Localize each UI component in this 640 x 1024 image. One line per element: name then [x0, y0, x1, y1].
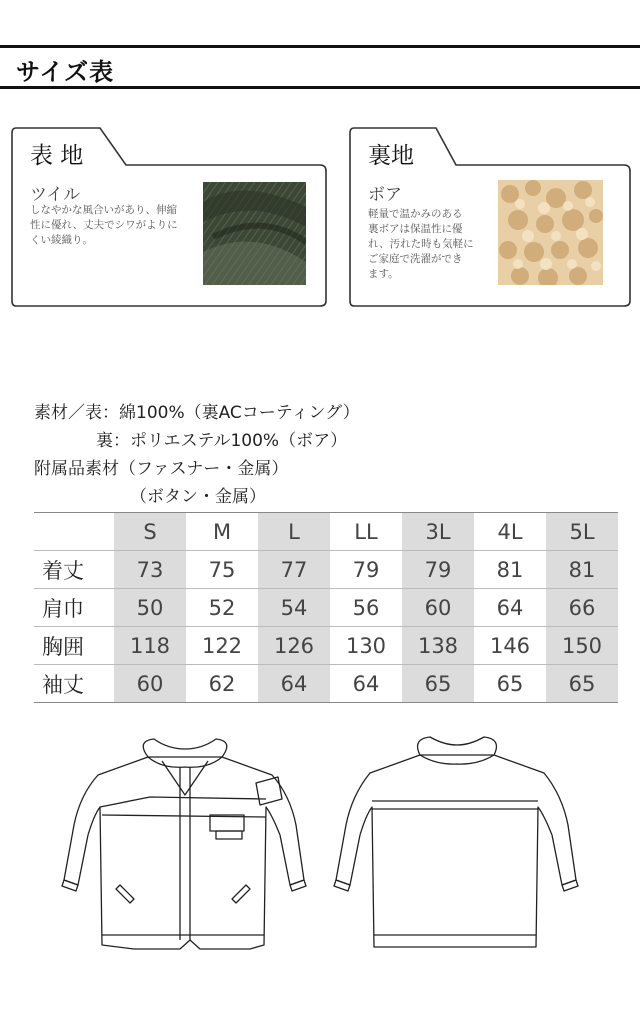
table-row	[34, 551, 618, 589]
table-cell: 66	[546, 589, 618, 627]
table-cell: 146	[474, 627, 546, 665]
material-line-1: 素材／表：綿100%（裏ACコーティング）	[34, 403, 360, 423]
inner-description: 軽量で温かみのある 裏ボアは保温性に優 れ、汚れた時も気軽に ご家庭で洗濯ができ ます。	[368, 208, 474, 280]
table-cell: 50	[114, 589, 186, 627]
table-cell: 65	[474, 665, 546, 703]
size-table	[34, 512, 618, 703]
outer-title: 表 地	[30, 143, 84, 169]
table-cell: 75	[186, 551, 258, 589]
inner-fabric-name: ボア	[368, 185, 402, 205]
table-cell: 60	[402, 589, 474, 627]
table-row	[34, 589, 618, 627]
top-rule	[0, 45, 640, 48]
table-cell: 64	[258, 665, 330, 703]
material-line-3: 附属品素材（ファスナー・金属）	[34, 459, 289, 479]
row-label: 着丈	[34, 551, 114, 589]
jacket-technical-drawing	[50, 735, 590, 965]
table-cell: 138	[402, 627, 474, 665]
material-line-4: （ボタン・金属）	[130, 487, 266, 507]
size-header-row	[34, 513, 618, 551]
table-cell: 60	[114, 665, 186, 703]
size-header: M	[186, 513, 258, 551]
table-cell: 81	[546, 551, 618, 589]
table-cell: 56	[330, 589, 402, 627]
outer-fabric-card	[10, 125, 330, 310]
outer-description: しなやかな風合いがあり、伸縮 性に優れ、丈夫でシワがよりに くい綾織り。	[30, 204, 178, 246]
boa-swatch-image	[498, 180, 603, 285]
table-row	[34, 665, 618, 703]
table-cell: 64	[474, 589, 546, 627]
size-header: S	[114, 513, 186, 551]
twill-swatch-image	[203, 182, 306, 285]
table-cell: 77	[258, 551, 330, 589]
material-line-2: 裏：ポリエステル100%（ボア）	[96, 431, 348, 451]
table-cell: 73	[114, 551, 186, 589]
table-cell: 62	[186, 665, 258, 703]
table-cell: 118	[114, 627, 186, 665]
table-cell: 79	[402, 551, 474, 589]
table-cell: 130	[330, 627, 402, 665]
page-title: サイズ表	[16, 58, 115, 86]
inner-title: 裏地	[368, 143, 414, 169]
size-header: 4L	[474, 513, 546, 551]
table-cell: 65	[546, 665, 618, 703]
title-underline	[0, 86, 640, 89]
row-label: 胸囲	[34, 627, 114, 665]
table-cell: 150	[546, 627, 618, 665]
table-cell: 52	[186, 589, 258, 627]
table-cell: 65	[402, 665, 474, 703]
inner-fabric-card	[348, 125, 633, 310]
table-cell: 122	[186, 627, 258, 665]
row-label: 袖丈	[34, 665, 114, 703]
size-header: 5L	[546, 513, 618, 551]
table-cell: 64	[330, 665, 402, 703]
row-label: 肩巾	[34, 589, 114, 627]
outer-fabric-name: ツイル	[30, 185, 81, 205]
table-cell: 79	[330, 551, 402, 589]
jacket-back-drawing	[334, 737, 578, 947]
table-cell: 126	[258, 627, 330, 665]
size-header: L	[258, 513, 330, 551]
jacket-front-drawing	[62, 739, 306, 949]
table-row	[34, 627, 618, 665]
table-cell: 81	[474, 551, 546, 589]
size-header: LL	[330, 513, 402, 551]
table-cell: 54	[258, 589, 330, 627]
size-header: 3L	[402, 513, 474, 551]
corner-cell	[34, 513, 114, 551]
